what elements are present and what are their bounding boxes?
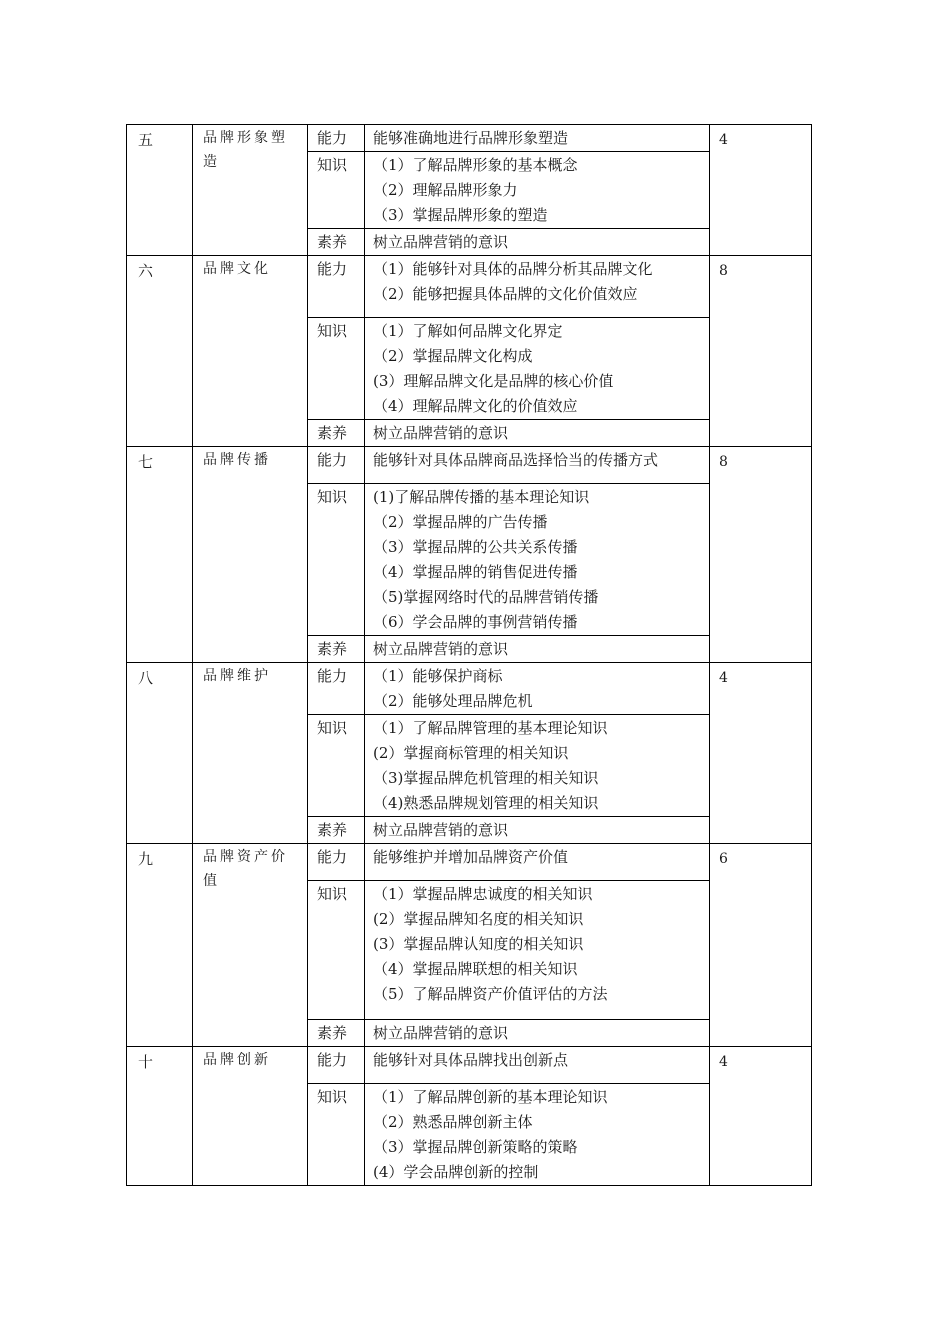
category-label: 能力	[308, 125, 365, 152]
requirement-line: （4)熟悉品牌规划管理的相关知识	[373, 794, 599, 812]
requirement-content	[365, 715, 710, 817]
category-label: 素养	[308, 636, 365, 663]
requirement-content	[365, 484, 710, 636]
unit-hours: 4	[710, 125, 812, 256]
requirement-line: （5）了解品牌资产价值评估的方法	[373, 985, 608, 1003]
requirement-content	[365, 447, 710, 484]
unit-hours: 4	[710, 1047, 812, 1186]
table-body	[127, 125, 812, 1186]
requirement-line: （2）能够处理品牌危机	[373, 692, 533, 710]
unit-hours: 6	[710, 844, 812, 1047]
requirement-line: (2）掌握商标管理的相关知识	[373, 744, 569, 762]
requirement-content	[365, 420, 710, 447]
unit-number: 九	[127, 844, 193, 1047]
requirement-line: （3）掌握品牌形象的塑造	[373, 206, 548, 224]
category-label: 知识	[308, 484, 365, 636]
requirement-line: 树立品牌营销的意识	[373, 821, 509, 839]
requirement-line: 树立品牌营销的意识	[373, 424, 509, 442]
requirement-line: 能够针对具体品牌商品选择恰当的传播方式	[373, 451, 659, 469]
requirement-line: （1）了解品牌创新的基本理论知识	[373, 1088, 608, 1106]
unit-title: 品牌创新	[193, 1047, 308, 1186]
requirement-content	[365, 229, 710, 256]
requirement-line: (3）理解品牌文化是品牌的核心价值	[373, 372, 614, 390]
category-label: 能力	[308, 1047, 365, 1084]
requirement-line: （1）能够针对具体的品牌分析其品牌文化	[373, 260, 653, 278]
requirement-line: （1）了解如何品牌文化界定	[373, 322, 563, 340]
requirement-line: （1）能够保护商标	[373, 667, 503, 685]
category-label: 能力	[308, 447, 365, 484]
requirement-line: （4）掌握品牌的销售促进传播	[373, 563, 578, 581]
category-label: 知识	[308, 318, 365, 420]
requirement-line: 树立品牌营销的意识	[373, 1024, 509, 1042]
category-label: 知识	[308, 881, 365, 1020]
requirement-line: （3）掌握品牌创新策略的策略	[373, 1138, 578, 1156]
requirement-line: （1）掌握品牌忠诚度的相关知识	[373, 885, 593, 903]
category-label: 知识	[308, 715, 365, 817]
category-label: 素养	[308, 229, 365, 256]
curriculum-table	[126, 124, 812, 1186]
category-label: 能力	[308, 256, 365, 318]
requirement-line: （1）了解品牌管理的基本理论知识	[373, 719, 608, 737]
requirement-content	[365, 636, 710, 663]
requirement-line: （5)掌握网络时代的品牌营销传播	[373, 588, 599, 606]
requirement-content	[365, 817, 710, 844]
requirement-line: 能够维护并增加品牌资产价值	[373, 848, 569, 866]
requirement-content	[365, 881, 710, 1020]
requirement-line: 树立品牌营销的意识	[373, 640, 509, 658]
requirement-line: （2）掌握品牌文化构成	[373, 347, 533, 365]
requirement-content	[365, 256, 710, 318]
unit-number: 十	[127, 1047, 193, 1186]
requirement-content	[365, 152, 710, 229]
requirement-line: (2）掌握品牌知名度的相关知识	[373, 910, 584, 928]
category-label: 能力	[308, 844, 365, 881]
unit-title: 品牌形象塑造	[193, 125, 308, 256]
unit-hours: 8	[710, 447, 812, 663]
requirement-content	[365, 1020, 710, 1047]
requirement-content	[365, 318, 710, 420]
category-label: 知识	[308, 152, 365, 229]
requirement-line: （3）掌握品牌的公共关系传播	[373, 538, 578, 556]
unit-number: 八	[127, 663, 193, 844]
requirement-line: (3）掌握品牌认知度的相关知识	[373, 935, 584, 953]
category-label: 知识	[308, 1084, 365, 1186]
requirement-line: （4）掌握品牌联想的相关知识	[373, 960, 578, 978]
requirement-line: （3)掌握品牌危机管理的相关知识	[373, 769, 599, 787]
category-label: 能力	[308, 663, 365, 715]
requirement-content	[365, 1047, 710, 1084]
requirement-line: (1)了解品牌传播的基本理论知识	[373, 488, 590, 506]
requirement-line: 能够准确地进行品牌形象塑造	[373, 129, 569, 147]
unit-row	[127, 1047, 812, 1084]
unit-title: 品牌维护	[193, 663, 308, 844]
unit-row	[127, 447, 812, 484]
unit-row	[127, 844, 812, 881]
requirement-line: 能够针对具体品牌找出创新点	[373, 1051, 569, 1069]
requirement-line: （4）理解品牌文化的价值效应	[373, 397, 578, 415]
category-label: 素养	[308, 817, 365, 844]
requirement-line: （2）掌握品牌的广告传播	[373, 513, 548, 531]
requirement-content	[365, 663, 710, 715]
requirement-line: （2）能够把握具体品牌的文化价值效应	[373, 285, 638, 303]
requirement-content	[365, 844, 710, 881]
unit-row	[127, 125, 812, 152]
requirement-line: （1）了解品牌形象的基本概念	[373, 156, 578, 174]
unit-hours: 8	[710, 256, 812, 447]
requirement-line: （2）理解品牌形象力	[373, 181, 518, 199]
unit-number: 五	[127, 125, 193, 256]
requirement-line: 树立品牌营销的意识	[373, 233, 509, 251]
requirement-content	[365, 1084, 710, 1186]
unit-title: 品牌文化	[193, 256, 308, 447]
unit-row	[127, 663, 812, 715]
unit-title: 品牌资产价值	[193, 844, 308, 1047]
requirement-line: (4）学会品牌创新的控制	[373, 1163, 539, 1181]
unit-title: 品牌传播	[193, 447, 308, 663]
unit-row	[127, 256, 812, 318]
unit-hours: 4	[710, 663, 812, 844]
unit-number: 六	[127, 256, 193, 447]
category-label: 素养	[308, 1020, 365, 1047]
unit-number: 七	[127, 447, 193, 663]
category-label: 素养	[308, 420, 365, 447]
requirement-line: （6）学会品牌的事例营销传播	[373, 613, 578, 631]
requirement-line: （2）熟悉品牌创新主体	[373, 1113, 533, 1131]
requirement-content	[365, 125, 710, 152]
